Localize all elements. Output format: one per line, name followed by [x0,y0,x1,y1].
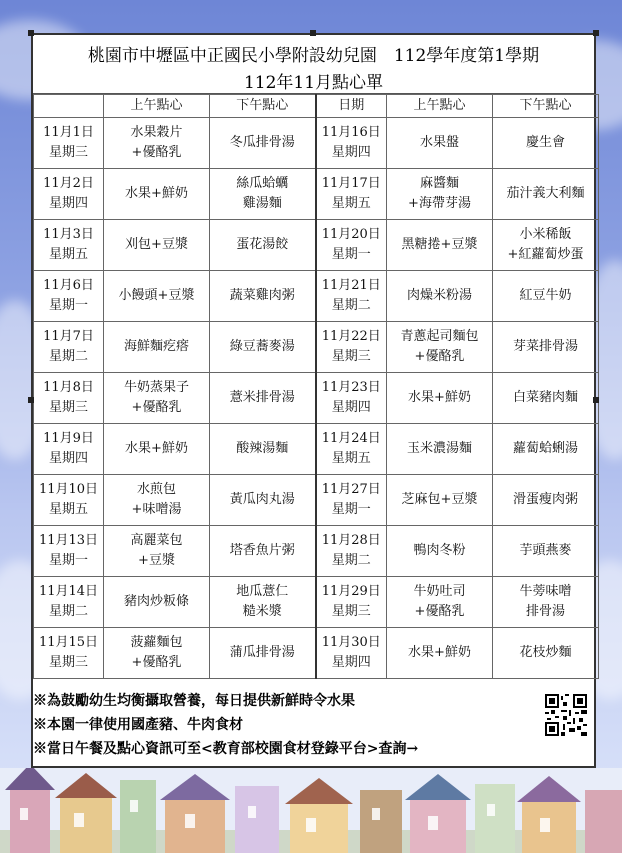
date-label: 11月24日 [321,431,381,446]
afternoon-snack-cell: 茄汁義大利麵 [493,169,599,220]
weekday-label: 星期五 [48,247,88,262]
table-row [34,322,599,373]
town-illustration [0,768,622,853]
weekday-label: 星期三 [48,400,88,415]
afternoon-snack-cell: 花枝炒麵 [493,628,599,679]
afternoon-snack-cell: 酸辣湯麵 [210,424,316,475]
menu-title [33,35,594,94]
morning-snack-cell: 芝麻包+豆漿 [387,475,493,526]
date-label: 11月23日 [321,380,381,395]
afternoon-snack-cell: 絲瓜蛤蠣 雞湯麵 [210,169,316,220]
note-line: ※本園一律使用國產豬、牛肉食材 [33,717,243,733]
date-label: 11月16日 [321,125,381,140]
weekday-label: 星期三 [48,655,88,670]
weekday-label: 星期三 [331,349,371,364]
date-label: 11月27日 [321,482,381,497]
afternoon-snack-cell: 牛蒡味噌 排骨湯 [493,577,599,628]
afternoon-snack-cell: 塔香魚片粥 [210,526,316,577]
date-cell [316,373,387,424]
date-label: 11月17日 [321,176,381,191]
date-cell [316,118,387,169]
date-label: 11月20日 [321,227,381,242]
weekday-label: 星期三 [48,145,88,160]
date-cell [316,424,387,475]
table-row [34,271,599,322]
resize-handle[interactable] [593,30,599,36]
afternoon-snack-cell: 紅豆牛奶 [493,271,599,322]
date-label: 11月3日 [43,227,94,242]
resize-handle[interactable] [28,397,34,403]
morning-snack-cell: 肉燥米粉湯 [387,271,493,322]
resize-handle[interactable] [28,30,34,36]
table-row [34,220,599,271]
column-header: 上午點心 [104,95,210,118]
date-cell [316,475,387,526]
resize-handle[interactable] [310,30,316,36]
weekday-label: 星期二 [331,553,371,568]
table-row [34,526,599,577]
morning-snack-cell: 水果+鮮奶 [387,373,493,424]
afternoon-snack-cell: 芽菜排骨湯 [493,322,599,373]
date-cell [34,628,104,679]
date-cell [316,169,387,220]
afternoon-snack-cell: 芋頭燕麥 [493,526,599,577]
column-header [34,95,104,118]
morning-snack-cell: 牛奶蒸果子 +優酪乳 [104,373,210,424]
morning-snack-cell: 小饅頭+豆漿 [104,271,210,322]
date-label: 11月29日 [321,584,381,599]
menu-month-title: 112年11月點心單 [243,73,384,93]
morning-snack-cell: 麻醬麵 +海帶芽湯 [387,169,493,220]
table-header-row [34,95,599,118]
table-row [34,424,599,475]
date-label: 11月30日 [321,635,381,650]
afternoon-snack-cell: 地瓜薏仁 糙米漿 [210,577,316,628]
weekday-label: 星期五 [331,196,371,211]
morning-snack-cell: 豬肉炒粄條 [104,577,210,628]
afternoon-snack-cell: 白菜豬肉麵 [493,373,599,424]
weekday-label: 星期二 [331,298,371,313]
weekday-label: 星期三 [331,604,371,619]
weekday-label: 星期五 [48,502,88,517]
date-label: 11月7日 [43,329,94,344]
weekday-label: 星期一 [331,247,371,262]
date-label: 11月1日 [43,125,94,140]
note-line: ※當日午餐及點心資訊可至<教育部校園食材登錄平台>查詢→ [33,741,419,757]
date-cell [34,475,104,526]
date-cell [316,577,387,628]
morning-snack-cell: 海鮮麵疙瘩 [104,322,210,373]
morning-snack-cell: 水煎包 +味噌湯 [104,475,210,526]
qr-code-icon[interactable] [545,694,587,736]
morning-snack-cell: 水果穀片 +優酪乳 [104,118,210,169]
afternoon-snack-cell: 綠豆蕎麥湯 [210,322,316,373]
morning-snack-cell: 鴨肉冬粉 [387,526,493,577]
morning-snack-cell: 菠蘿麵包 +優酪乳 [104,628,210,679]
notes-block [33,689,418,761]
column-header: 上午點心 [387,95,493,118]
date-label: 11月22日 [321,329,381,344]
column-header: 下午點心 [493,95,599,118]
date-cell [316,628,387,679]
snack-menu-sheet [31,33,596,768]
date-cell [34,118,104,169]
morning-snack-cell: 黑糖捲+豆漿 [387,220,493,271]
column-header: 日期 [316,95,387,118]
date-cell [316,271,387,322]
table-row [34,628,599,679]
column-header: 下午點心 [210,95,316,118]
date-cell [34,526,104,577]
date-label: 11月15日 [38,635,99,650]
date-label: 11月13日 [38,533,99,548]
afternoon-snack-cell: 蒲瓜排骨湯 [210,628,316,679]
date-label: 11月10日 [38,482,99,497]
afternoon-snack-cell: 蔬菜雞肉粥 [210,271,316,322]
afternoon-snack-cell: 小米稀飯 +紅蘿蔔炒蛋 [493,220,599,271]
morning-snack-cell: 水果+鮮奶 [104,169,210,220]
morning-snack-cell: 玉米濃湯麵 [387,424,493,475]
note-line: ※為鼓勵幼生均衡攝取營養，每日提供新鮮時令水果 [33,693,355,709]
resize-handle[interactable] [593,397,599,403]
date-label: 11月28日 [321,533,381,548]
date-cell [34,271,104,322]
date-label: 11月21日 [321,278,381,293]
date-cell [316,220,387,271]
morning-snack-cell: 水果+鮮奶 [387,628,493,679]
date-label: 11月6日 [43,278,94,293]
weekday-label: 星期四 [48,451,88,466]
date-label: 11月9日 [43,431,94,446]
table-row [34,118,599,169]
morning-snack-cell: 牛奶吐司 +優酪乳 [387,577,493,628]
table-row [34,169,599,220]
weekday-label: 星期五 [331,451,371,466]
date-cell [34,424,104,475]
date-label: 11月14日 [38,584,99,599]
date-cell [34,322,104,373]
morning-snack-cell: 高麗菜包 +豆漿 [104,526,210,577]
weekday-label: 星期四 [331,655,371,670]
afternoon-snack-cell: 蘿蔔蛤蜊湯 [493,424,599,475]
date-label: 11月2日 [43,176,94,191]
date-cell [34,373,104,424]
morning-snack-cell: 青蔥起司麵包 +優酪乳 [387,322,493,373]
weekday-label: 星期一 [48,553,88,568]
date-cell [316,322,387,373]
morning-snack-cell: 水果+鮮奶 [104,424,210,475]
school-title: 桃園市中壢區中正國民小學附設幼兒園 112學年度第1學期 [87,46,540,66]
weekday-label: 星期一 [48,298,88,313]
weekday-label: 星期二 [48,604,88,619]
morning-snack-cell: 刈包+豆漿 [104,220,210,271]
date-cell [316,526,387,577]
table-row [34,577,599,628]
afternoon-snack-cell: 黃瓜肉丸湯 [210,475,316,526]
afternoon-snack-cell: 慶生會 [493,118,599,169]
date-cell [34,220,104,271]
afternoon-snack-cell: 滑蛋瘦肉粥 [493,475,599,526]
weekday-label: 星期四 [331,400,371,415]
weekday-label: 星期四 [48,196,88,211]
weekday-label: 星期一 [331,502,371,517]
table-row [34,373,599,424]
date-cell [34,169,104,220]
table-row [34,475,599,526]
afternoon-snack-cell: 冬瓜排骨湯 [210,118,316,169]
afternoon-snack-cell: 蛋花湯餃 [210,220,316,271]
weekday-label: 星期四 [331,145,371,160]
date-cell [34,577,104,628]
morning-snack-cell: 水果盤 [387,118,493,169]
snack-menu-table [33,94,599,679]
afternoon-snack-cell: 薏米排骨湯 [210,373,316,424]
weekday-label: 星期二 [48,349,88,364]
date-label: 11月8日 [43,380,94,395]
